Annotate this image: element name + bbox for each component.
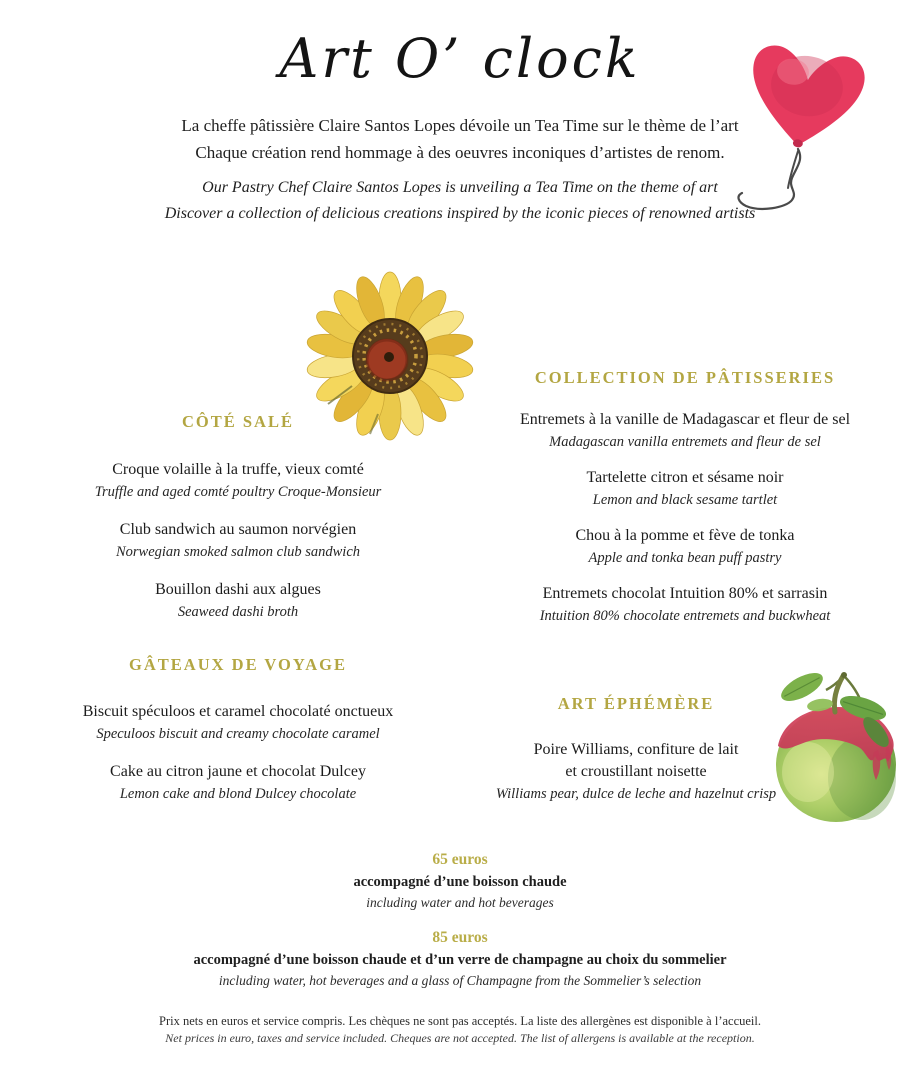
section-heading-collection: COLLECTION DE PÂTISSERIES <box>534 368 836 387</box>
section-heading-cote-sale: CÔTÉ SALÉ <box>182 412 294 431</box>
price-en: including water, hot beverages and a glass of Champagne from the Sommelier’s selection <box>218 973 702 988</box>
price-value: 65 euros <box>432 851 488 868</box>
item-en: Madagascan vanilla entremets and fleur de sel <box>549 434 821 450</box>
footer-en: Net prices in euro, taxes and service included. Cheques are not accepted. The list of allergens is available at the reception. <box>165 1031 755 1045</box>
footer-notice <box>0 1013 920 1047</box>
menu-item <box>40 519 436 563</box>
pricing-option <box>0 849 920 913</box>
item-en: Norwegian smoked salmon club sandwich <box>115 544 361 560</box>
intro-fr-line-2: Chaque création rend hommage à des oeuvres inconiques d’artistes de renom. <box>195 143 725 162</box>
intro-en-line-1: Our Pastry Chef Claire Santos Lopes is unveiling a Tea Time on the theme of art <box>202 179 718 196</box>
menu-item <box>40 701 436 745</box>
pricing-block <box>0 849 920 1005</box>
price-value: 85 euros <box>432 929 488 946</box>
price-fr: accompagné d’une boisson chaude <box>353 874 567 890</box>
menu-item <box>476 583 894 627</box>
item-fr: Chou à la pomme et fève de tonka <box>575 527 795 544</box>
item-en: Lemon and black sesame tartlet <box>592 492 778 508</box>
item-fr: Biscuit spéculoos et caramel chocolaté onctueux <box>82 703 394 720</box>
heart-balloon-illustration <box>698 30 902 218</box>
item-en: Intuition 80% chocolate entremets and buckwheat <box>539 608 831 624</box>
item-en: Apple and tonka bean puff pastry <box>588 550 782 566</box>
section-gateaux-de-voyage <box>40 654 436 821</box>
menu-item <box>476 409 894 453</box>
menu-item <box>40 459 436 503</box>
item-en: Speculoos biscuit and creamy chocolate caramel <box>96 726 380 742</box>
item-fr: Entremets chocolat Intuition 80% et sarrasin <box>542 585 828 602</box>
item-fr: Club sandwich au saumon norvégien <box>119 521 357 538</box>
apple-illustration <box>760 650 910 835</box>
price-en: including water and hot beverages <box>366 895 554 910</box>
pricing-option <box>0 927 920 991</box>
intro-fr-line-1: La cheffe pâtissière Claire Santos Lopes dévoile un Tea Time sur le thème de l’art <box>181 116 739 135</box>
item-fr-line-1: Poire Williams, confiture de lait <box>533 741 739 758</box>
item-fr: Croque volaille à la truffe, vieux comté <box>112 461 364 478</box>
item-fr: Cake au citron jaune et chocolat Dulcey <box>110 763 366 780</box>
footer-fr: Prix nets en euros et service compris. Les chèques ne sont pas acceptés. La liste des allergènes est disponible à l’accueil. <box>159 1014 761 1028</box>
price-fr: accompagné d’une boisson chaude et d’un verre de champagne au choix du sommelier <box>193 952 727 968</box>
menu-item <box>476 525 894 569</box>
section-art-ephemere <box>462 693 810 821</box>
item-en: Truffle and aged comté poultry Croque-Monsieur <box>94 484 382 500</box>
item-en: Lemon cake and blond Dulcey chocolate <box>119 786 357 802</box>
intro-en-line-2: Discover a collection of delicious creations inspired by the iconic pieces of renowned artists <box>164 205 756 222</box>
section-cote-sale <box>40 411 436 639</box>
item-fr: Entremets à la vanille de Madagascar et fleur de sel <box>519 411 851 428</box>
item-fr: Tartelette citron et sésame noir <box>586 469 784 486</box>
menu-item <box>40 579 436 623</box>
menu-item <box>40 761 436 805</box>
page-title: Art O’ clock <box>279 27 641 90</box>
item-en: Seaweed dashi broth <box>177 604 299 620</box>
section-heading-art-ephemere: ART ÉPHÉMÈRE <box>557 694 715 713</box>
item-fr-line-2: et croustillant noisette <box>565 763 707 780</box>
item-fr: Bouillon dashi aux algues <box>155 581 321 598</box>
section-heading-gateaux: GÂTEAUX DE VOYAGE <box>129 655 347 674</box>
section-collection-patisseries <box>476 367 894 641</box>
menu-item <box>462 739 810 805</box>
item-en: Williams pear, dulce de leche and hazelnut crisp <box>495 786 777 802</box>
menu-item <box>476 467 894 511</box>
